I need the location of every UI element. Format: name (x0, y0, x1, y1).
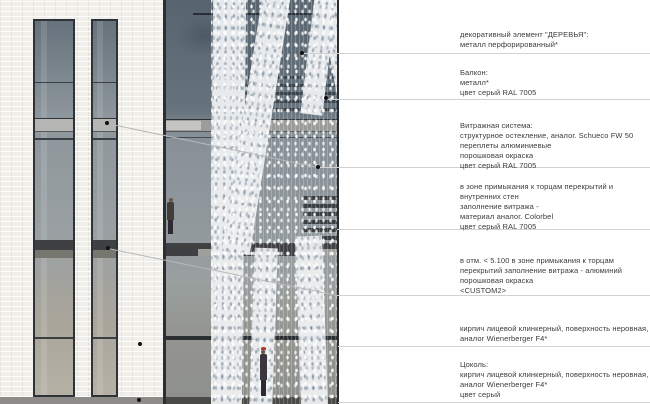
annotation-line: заполнение витража - (460, 202, 539, 211)
person-figure-2 (258, 347, 268, 396)
callout-dot-vitrage-curtain (316, 165, 320, 169)
figure-body (260, 354, 267, 380)
callout-dot-balcony (324, 96, 328, 100)
callout-dot-brick (138, 342, 142, 346)
annotation-line: Витражная система: (460, 121, 533, 130)
mullion (93, 82, 116, 83)
annotation-line: материал аналог. Colorbel (460, 212, 554, 221)
annotation-line: порошковая окраска (460, 151, 534, 160)
annotation-line: цвет серый RAL 7005 (460, 222, 537, 231)
annotation-trees (460, 30, 650, 50)
slab-band-light (35, 118, 73, 132)
curtain-frame-right (337, 0, 339, 404)
callout-line-plinth (338, 402, 650, 403)
trees-perforated-panel (211, 0, 337, 404)
figure-body (167, 202, 174, 220)
annotation-line: Цоколь: (460, 360, 489, 369)
mullion (35, 337, 73, 339)
annotation-line: кирпич лицевой клинкерный, поверхность неровная, (460, 324, 649, 333)
brick-wall (0, 0, 163, 397)
annotation-line: кирпич лицевой клинкерный, поверхность неровная, (460, 370, 649, 379)
annotation-line: цвет серый RAL 7005 (460, 161, 537, 170)
slab-band-dark (35, 240, 73, 258)
annotation-line: порошковая окраска (460, 276, 534, 285)
annotation-line: цвет серый (460, 390, 501, 399)
perforation-dots (211, 0, 337, 404)
mullion (93, 138, 116, 140)
annotation-line: <CUSTOM2> (460, 286, 507, 295)
annotation-line: внутренних стен (460, 192, 519, 201)
callout-line-trees (302, 53, 650, 54)
callout-dot-trees (300, 51, 304, 55)
annotation-vitrage-aluminium (460, 256, 650, 296)
annotation-balcony (460, 68, 650, 98)
annotation-line: переплеты алюминиевые (460, 141, 552, 150)
mullion (35, 82, 73, 83)
annotation-plinth (460, 360, 650, 400)
annotation-vitrage-system (460, 121, 650, 171)
figure-legs (261, 380, 266, 396)
callout-line-brick (338, 346, 650, 347)
callout-dot-plinth (137, 398, 141, 402)
annotation-brick (460, 324, 650, 344)
annotation-line: структурное остекление, аналог. Schueco FW 50 (460, 131, 634, 140)
window-strip-2 (91, 19, 118, 397)
callout-dot-aluminium (106, 246, 110, 250)
figure-legs (168, 220, 173, 234)
annotation-line: декоративный элемент "ДЕРЕВЬЯ": (460, 30, 589, 39)
annotation-line: перекрытий заполнение витража - алюминий (460, 266, 623, 275)
callout-dot-vitrage-window (105, 121, 109, 125)
annotation-line: аналог Wienerberger F4* (460, 380, 548, 389)
mullion (93, 337, 116, 339)
annotation-line: металл перфорированный* (460, 40, 559, 49)
balcony-slab-highlight (165, 121, 201, 130)
annotation-line: в зоне примыкания к торцам перекрытий и (460, 182, 614, 191)
annotation-line: аналог Wienerberger F4* (460, 334, 548, 343)
mullion (35, 138, 73, 140)
callout-line-balcony (326, 99, 650, 100)
annotation-line: металл* (460, 78, 489, 87)
window-strip-1 (33, 19, 75, 397)
annotation-line: Балкон: (460, 68, 488, 77)
annotation-line: в отм. < 5.100 в зоне примыкания к торцам (460, 256, 614, 265)
annotation-vitrage-colorbel (460, 182, 650, 232)
annotation-line: цвет серый RAL 7005 (460, 88, 537, 97)
person-figure-1 (166, 198, 175, 234)
